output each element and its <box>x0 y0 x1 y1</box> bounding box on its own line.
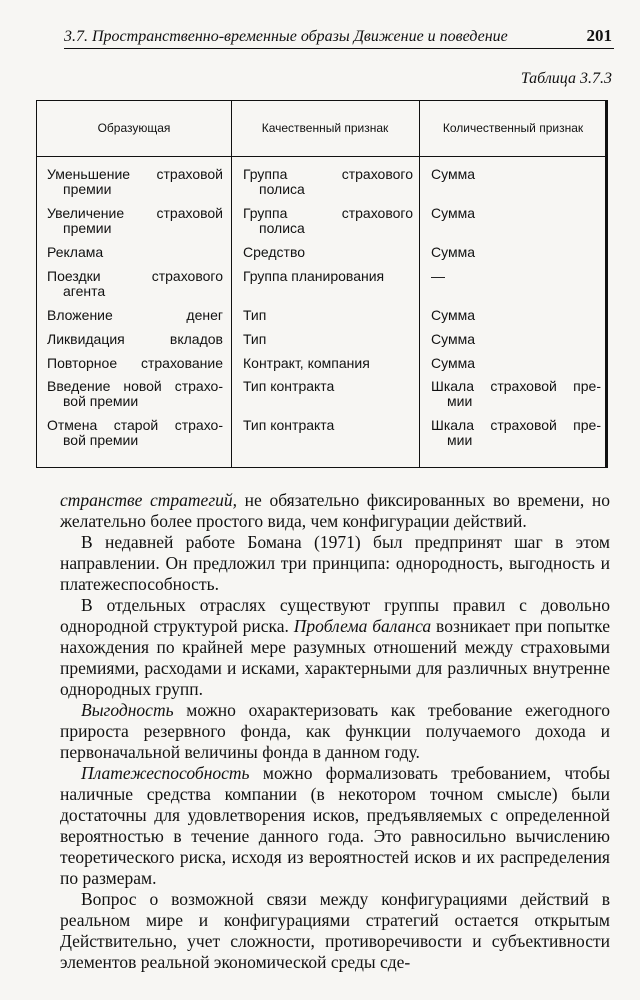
table-label: Таблица 3.7.3 <box>520 70 612 87</box>
cell-line: Сумма <box>431 355 475 371</box>
cell-line: Группа планирования <box>243 268 385 284</box>
cell-line: Сумма <box>431 205 475 221</box>
table-cell <box>47 379 223 409</box>
table-cell <box>431 418 601 448</box>
cell-line: полиса <box>259 181 305 197</box>
table-cell <box>47 332 223 347</box>
table-cell <box>431 269 601 284</box>
paragraph <box>60 700 610 763</box>
table-cell <box>47 418 223 448</box>
table-cell <box>243 308 413 323</box>
table-cell <box>47 356 223 371</box>
table-cell <box>243 206 413 236</box>
column-header: Качественный признак <box>261 121 389 135</box>
table-cell <box>47 308 223 323</box>
running-head-title: 3.7. Пространственно-временные образы Движение и поведение <box>64 28 508 45</box>
cell-line: Ликвидация вкладов <box>47 331 223 347</box>
cell-line: Сумма <box>431 166 475 182</box>
paragraph <box>60 595 610 700</box>
paragraph <box>60 490 610 532</box>
header-divider <box>37 156 605 157</box>
column-header: Образующая <box>97 121 171 135</box>
cell-line: Тип <box>243 307 267 323</box>
paragraph: Вопрос о возможной связи между конфигурациями действий в реальном мире и конфигурациями стратегий остается открытым Действительно, учет сложности, противоречивости и субъективности элементов реальной экономической среды сде- <box>60 889 610 972</box>
cell-line: Введение новой страхо- <box>47 378 223 394</box>
cell-line: Повторное страхование <box>47 355 223 371</box>
table-cell <box>47 167 223 197</box>
table-cell <box>431 167 601 182</box>
table-cell <box>431 356 601 371</box>
table-cell <box>47 206 223 236</box>
cell-line: — <box>431 268 445 284</box>
cell-line: Уменьшение страховой <box>47 166 223 182</box>
column-header: Количественный признак <box>442 121 584 135</box>
table-cell <box>431 308 601 323</box>
text: не обязательно фиксированных во времени, но желательно более простого вида, чем конфигурации действий. <box>60 490 610 531</box>
emphasis: Проблема баланса <box>293 616 432 636</box>
text: возникает при попытке нахождения по крайней мере разумных отношений между страховыми премиями, расходами и исками, характерными для различных внутренне однородных групп. <box>60 616 610 699</box>
table-cell <box>47 269 223 299</box>
paragraph: В недавней работе Бомана (1971) был предпринят шаг в этом направлении. Он предложил три принципа: однородность, выгодность и платежеспособность. <box>60 532 610 594</box>
cell-line: Тип контракта <box>243 378 335 394</box>
cell-line: Тип <box>243 331 267 347</box>
cell-line: Сумма <box>431 331 475 347</box>
emphasis: странстве стратегий, <box>60 490 238 510</box>
cell-line: Поездки страхового <box>47 268 223 284</box>
cell-line: мии <box>447 432 473 448</box>
paragraph <box>60 763 610 889</box>
cell-line: Реклама <box>47 244 104 260</box>
cell-line: вой премии <box>63 432 139 448</box>
table-cell <box>47 245 223 260</box>
emphasis: Выгодность <box>81 700 174 720</box>
body-text <box>60 490 610 973</box>
cell-line: вой премии <box>63 393 139 409</box>
cell-line: премии <box>63 220 112 236</box>
text: можно формализовать требованием, чтобы наличные средства компании (в некотором точном смысле) были достаточны для удовлетворения исков, предъявляемых с определенной вероятностью в течение данного года. Это равносильно вычислению теоретического риска, исходя из вероятностей исков и их распределения по размерам. <box>60 763 610 888</box>
cell-line: Группа страхового <box>243 166 413 182</box>
cell-line: мии <box>447 393 473 409</box>
table-cell <box>431 245 601 260</box>
cell-line: Сумма <box>431 244 475 260</box>
cell-line: Шкала страховой пре- <box>431 378 601 394</box>
table-cell <box>243 356 413 371</box>
table-cell <box>243 269 413 284</box>
cell-line: Тип контракта <box>243 417 335 433</box>
cell-line: Вложение денег <box>47 307 223 323</box>
table-cell <box>431 332 601 347</box>
cell-line: Средство <box>243 244 306 260</box>
cell-line: Увеличение страховой <box>47 205 223 221</box>
cell-line: Отмена старой страхо- <box>47 417 223 433</box>
cell-line: Шкала страховой пре- <box>431 417 601 433</box>
page-number: 201 <box>586 26 612 45</box>
table-cell <box>243 418 413 433</box>
text: можно охарактеризовать как требование ежегодного прироста резервного фонда, как функции получаемого дохода и первоначальной величины фонда в данном году. <box>60 700 610 762</box>
cell-line: премии <box>63 181 112 197</box>
table-cell <box>243 379 413 394</box>
text: В отдельных отраслях существуют группы правил с довольно однородной структурой риска. <box>60 595 610 636</box>
cell-line: Сумма <box>431 307 475 323</box>
running-head <box>64 26 614 49</box>
cell-line: полиса <box>259 220 305 236</box>
cell-line: Группа страхового <box>243 205 413 221</box>
table-cell <box>243 245 413 260</box>
table-cell <box>431 206 601 221</box>
emphasis: Платежеспособность <box>81 763 250 783</box>
cell-line: Контракт, компания <box>243 355 370 371</box>
table-cell <box>243 332 413 347</box>
table-cell <box>243 167 413 197</box>
table-cell <box>431 379 601 409</box>
insurance-table <box>36 100 608 468</box>
cell-line: агента <box>63 283 106 299</box>
